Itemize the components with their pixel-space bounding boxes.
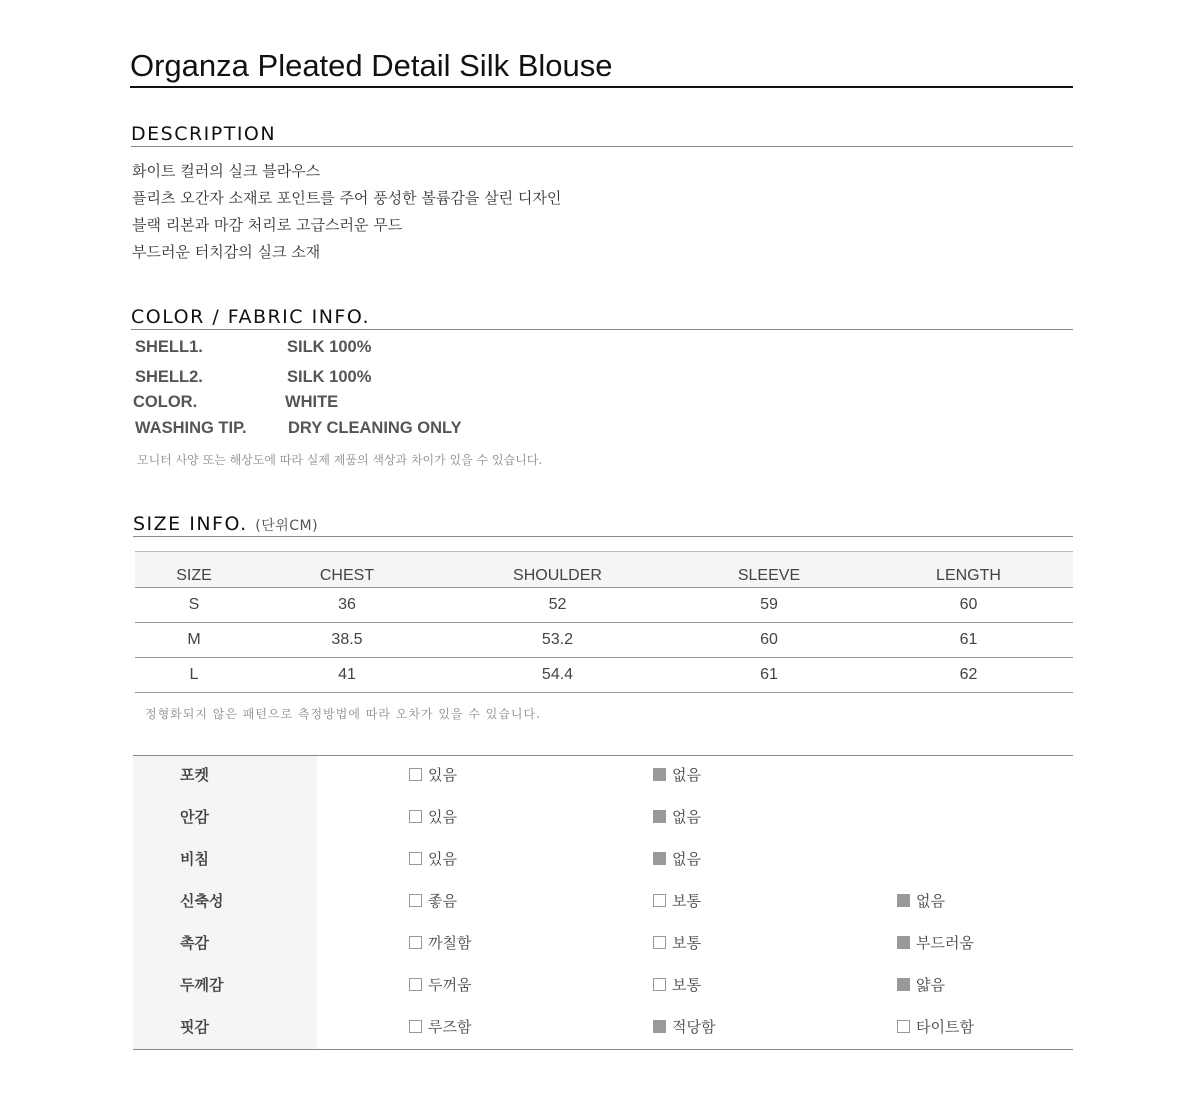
feature-option — [897, 974, 945, 995]
checkbox — [409, 1020, 422, 1033]
cell: 60 — [864, 588, 1073, 623]
feature-option — [653, 932, 701, 953]
cell: 61 — [864, 623, 1073, 658]
checkbox — [409, 978, 422, 991]
product-title: Organza Pleated Detail Silk Blouse — [130, 46, 1073, 88]
checkbox-checked — [897, 894, 910, 907]
option-text: 있음 — [428, 766, 457, 784]
feature-option — [409, 932, 471, 953]
description-line: 부드러운 터치감의 실크 소재 — [132, 243, 321, 261]
checkbox — [409, 852, 422, 865]
fabric-value: DRY CLEANING ONLY — [288, 419, 462, 437]
cell: 53.2 — [441, 623, 674, 658]
feature-option — [409, 806, 457, 827]
fabric-key: WASHING TIP. — [135, 419, 247, 437]
option-text: 얇음 — [916, 976, 945, 994]
col-header-length: LENGTH — [864, 552, 1073, 588]
fabric-key: SHELL2. — [135, 368, 203, 386]
cell: 41 — [253, 658, 441, 693]
size-table — [135, 551, 1073, 693]
cell: S — [135, 588, 253, 623]
cell: 62 — [864, 658, 1073, 693]
feature-option — [653, 806, 701, 827]
col-header-chest: CHEST — [253, 552, 441, 588]
feature-option — [409, 890, 457, 911]
checkbox — [653, 936, 666, 949]
size-disclaimer: 정형화되지 않은 패턴으로 측정방법에 따라 오차가 있을 수 있습니다. — [145, 707, 541, 721]
feature-row-stretch — [133, 882, 1073, 924]
cell: 52 — [441, 588, 674, 623]
col-header-shoulder: SHOULDER — [441, 552, 674, 588]
feature-label: 신축성 — [180, 892, 224, 910]
checkbox-checked — [897, 936, 910, 949]
size-unit: (단위CM) — [255, 518, 319, 534]
feature-option — [409, 1016, 471, 1037]
size-table-header — [135, 552, 1073, 588]
feature-label: 비침 — [180, 850, 209, 868]
size-heading — [133, 512, 1073, 537]
option-text: 좋음 — [428, 892, 457, 910]
checkbox-checked — [653, 810, 666, 823]
description-line: 블랙 리본과 마감 처리로 고급스러운 무드 — [132, 216, 403, 234]
feature-label: 두께감 — [180, 976, 224, 994]
fabric-value: WHITE — [285, 393, 339, 411]
option-text: 없음 — [672, 766, 701, 784]
option-text: 보통 — [672, 892, 701, 910]
option-text: 까칠함 — [428, 934, 472, 952]
feature-label: 포켓 — [180, 766, 209, 784]
option-text: 타이트함 — [916, 1018, 974, 1036]
checkbox — [409, 768, 422, 781]
feature-label: 촉감 — [180, 934, 209, 952]
feature-row-sheer — [133, 840, 1073, 882]
fabric-value: SILK 100% — [287, 368, 372, 386]
option-text: 없음 — [916, 892, 945, 910]
feature-option — [897, 890, 945, 911]
cell: L — [135, 658, 253, 693]
feature-option — [897, 1016, 974, 1037]
option-text: 있음 — [428, 850, 457, 868]
feature-row-fit — [133, 1008, 1073, 1050]
fabric-heading: COLOR / FABRIC INFO. — [131, 305, 1073, 330]
fabric-key: SHELL1. — [135, 338, 203, 356]
checkbox-checked — [897, 978, 910, 991]
checkbox — [409, 894, 422, 907]
checkbox-checked — [653, 768, 666, 781]
feature-row-touch — [133, 924, 1073, 966]
size-heading-text: SIZE INFO. — [133, 513, 248, 535]
table-row — [135, 623, 1073, 658]
feature-option — [409, 974, 471, 995]
checkbox-checked — [653, 852, 666, 865]
cell: M — [135, 623, 253, 658]
feature-option — [653, 848, 701, 869]
cell: 38.5 — [253, 623, 441, 658]
feature-option — [409, 848, 457, 869]
checkbox — [653, 978, 666, 991]
feature-option — [653, 974, 701, 995]
checkbox — [409, 936, 422, 949]
description-heading: DESCRIPTION — [131, 122, 1073, 147]
feature-row-thickness — [133, 966, 1073, 1008]
feature-label: 안감 — [180, 808, 209, 826]
feature-option — [409, 764, 457, 785]
col-header-sleeve: SLEEVE — [674, 552, 864, 588]
feature-row-pocket — [133, 756, 1073, 798]
description-line: 화이트 컬러의 실크 블라우스 — [132, 162, 321, 180]
description-body — [132, 158, 561, 266]
feature-option — [653, 764, 701, 785]
feature-option — [897, 932, 974, 953]
feature-row-lining — [133, 798, 1073, 840]
feature-table — [133, 755, 1073, 1050]
cell: 36 — [253, 588, 441, 623]
option-text: 두꺼움 — [428, 976, 472, 994]
fabric-value: SILK 100% — [287, 338, 372, 356]
table-row — [135, 588, 1073, 623]
option-text: 보통 — [672, 934, 701, 952]
cell: 59 — [674, 588, 864, 623]
cell: 60 — [674, 623, 864, 658]
feature-option — [653, 1016, 715, 1037]
option-text: 루즈함 — [428, 1018, 472, 1036]
feature-option — [653, 890, 701, 911]
cell: 54.4 — [441, 658, 674, 693]
fabric-key: COLOR. — [133, 393, 198, 411]
option-text: 보통 — [672, 976, 701, 994]
description-line: 플리츠 오간자 소재로 포인트를 주어 풍성한 볼륨감을 살린 디자인 — [132, 189, 562, 207]
checkbox — [653, 894, 666, 907]
feature-label: 핏감 — [180, 1018, 209, 1036]
option-text: 없음 — [672, 850, 701, 868]
color-disclaimer: 모니터 사양 또는 해상도에 따라 실제 제품의 색상과 차이가 있을 수 있습니다. — [137, 453, 543, 467]
table-row — [135, 658, 1073, 693]
option-text: 없음 — [672, 808, 701, 826]
cell: 61 — [674, 658, 864, 693]
checkbox — [409, 810, 422, 823]
option-text: 부드러움 — [916, 934, 974, 952]
option-text: 적당함 — [672, 1018, 716, 1036]
checkbox — [897, 1020, 910, 1033]
col-header-size: SIZE — [135, 552, 253, 588]
option-text: 있음 — [428, 808, 457, 826]
checkbox-checked — [653, 1020, 666, 1033]
